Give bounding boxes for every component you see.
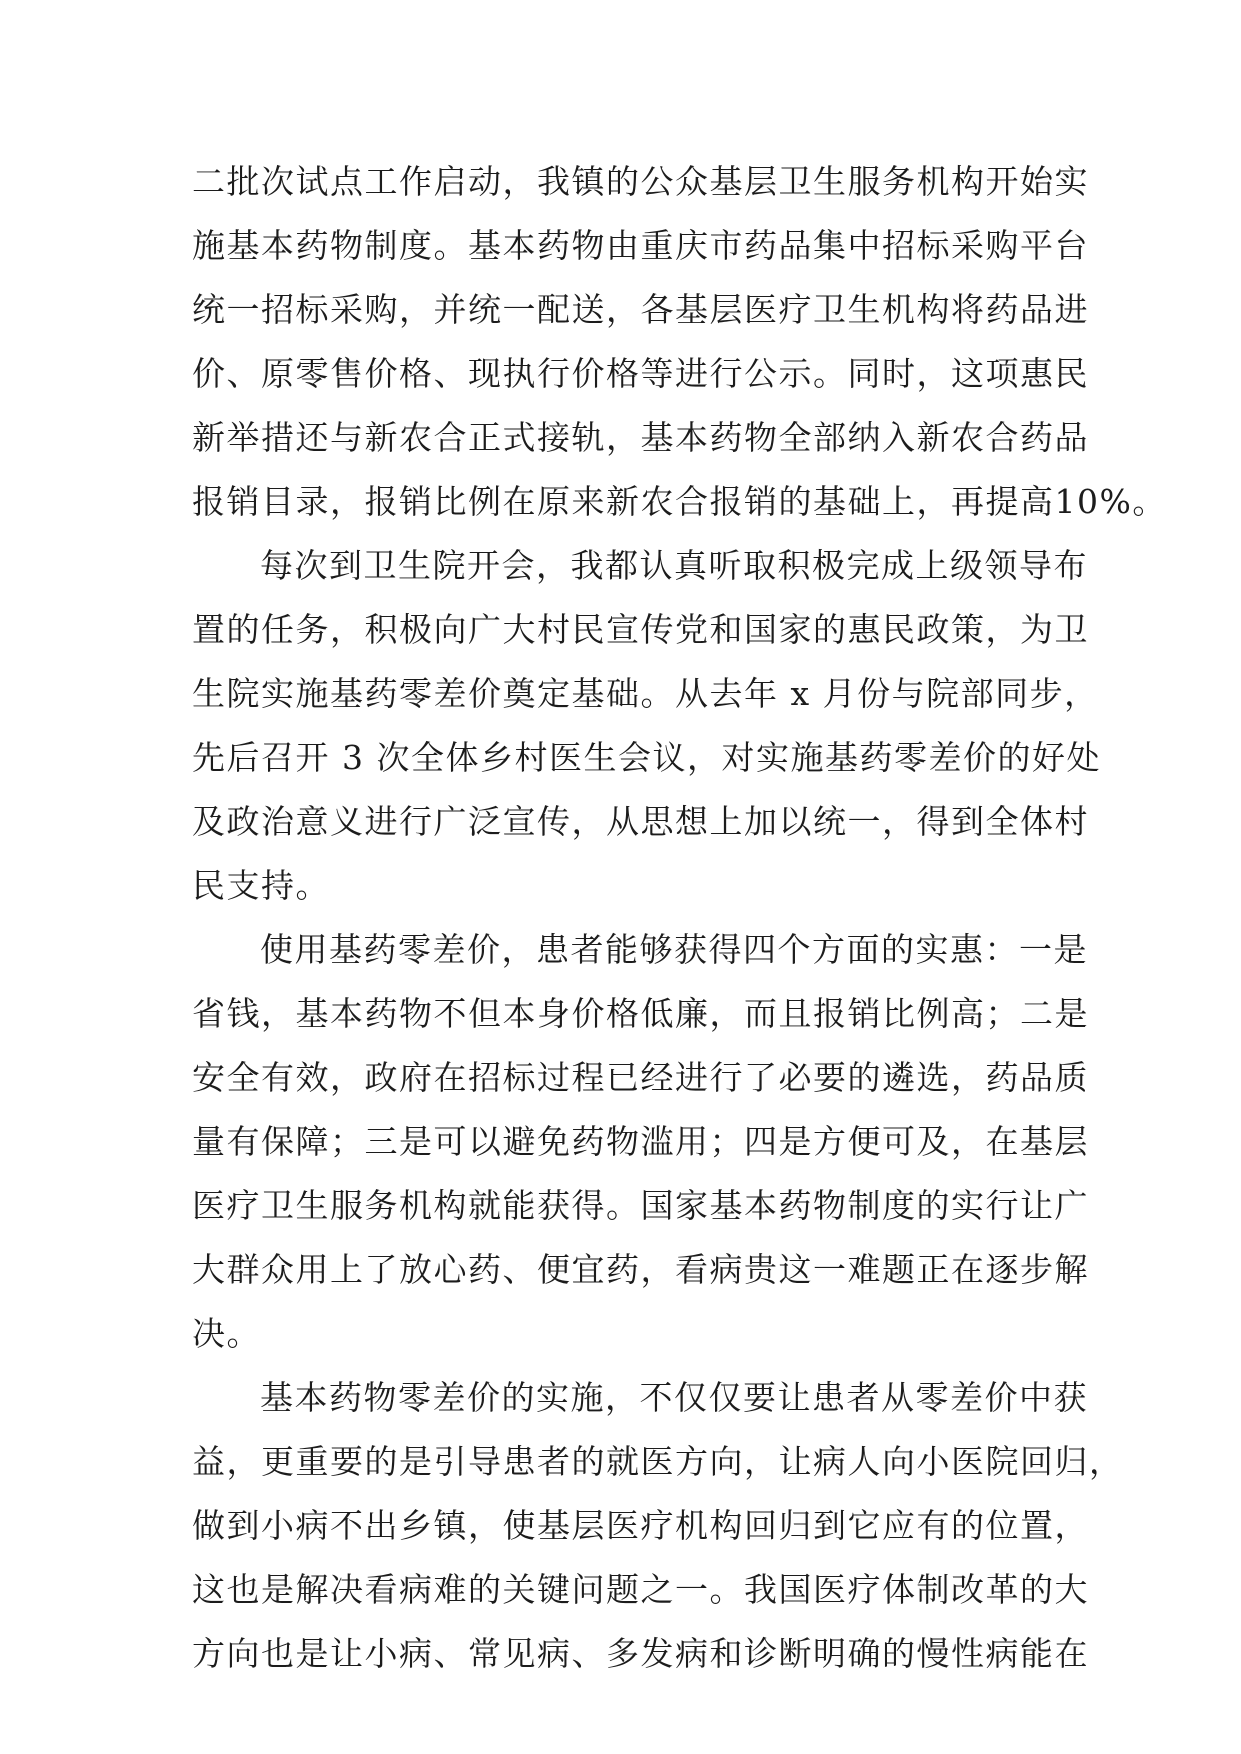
text-line: 统一招标采购，并统一配送，各基层医疗卫生机构将药品进 [192,290,1089,329]
text-line: 医疗卫生服务机构就能获得。国家基本药物制度的实行让广 [192,1186,1089,1225]
text-line: 做到小病不出乡镇，使基层医疗机构回归到它应有的位置， [192,1506,1089,1545]
text-line: 先后召开 3 次全体乡村医生会议，对实施基药零差价的好处 [192,738,1101,777]
text-line: 这也是解决看病难的关键问题之一。我国医疗体制改革的大 [192,1570,1089,1609]
text-line: 基本药物零差价的实施，不仅仅要让患者从零差价中获 [260,1378,1088,1417]
text-line: 施基本药物制度。基本药物由重庆市药品集中招标采购平台 [192,226,1089,265]
text-line: 价、原零售价格、现执行价格等进行公示。同时，这项惠民 [192,354,1089,393]
text-line: 决。 [192,1314,261,1353]
text-line: 报销目录，报销比例在原来新农合报销的基础上，再提高10%。 [192,482,1167,521]
text-line: 每次到卫生院开会，我都认真听取积极完成上级领导布 [260,546,1088,585]
body-text [192,150,1167,1686]
paragraph-4 [192,1366,1124,1686]
paragraph-2 [192,534,1101,918]
text-line: 方向也是让小病、常见病、多发病和诊断明确的慢性病能在 [192,1634,1089,1673]
text-line: 益，更重要的是引导患者的就医方向，让病人向小医院回归， [192,1442,1124,1481]
text-line: 使用基药零差价，患者能够获得四个方面的实惠：一是 [260,930,1088,969]
text-line: 置的任务，积极向广大村民宣传党和国家的惠民政策，为卫 [192,610,1089,649]
text-line: 二批次试点工作启动，我镇的公众基层卫生服务机构开始实 [192,162,1089,201]
text-line: 生院实施基药零差价奠定基础。从去年 x 月份与院部同步， [192,674,1099,713]
text-line: 大群众用上了放心药、便宜药，看病贵这一难题正在逐步解 [192,1250,1089,1289]
text-line: 及政治意义进行广泛宣传，从思想上加以统一，得到全体村 [192,802,1089,841]
paragraph-1 [192,150,1167,534]
text-line: 量有保障；三是可以避免药物滥用；四是方便可及，在基层 [192,1122,1089,1161]
paragraph-3 [192,918,1089,1366]
text-line: 安全有效，政府在招标过程已经进行了必要的遴选，药品质 [192,1058,1089,1097]
text-line: 新举措还与新农合正式接轨，基本药物全部纳入新农合药品 [192,418,1089,457]
text-line: 民支持。 [192,866,330,905]
text-line: 省钱，基本药物不但本身价格低廉，而且报销比例高；二是 [192,994,1089,1033]
